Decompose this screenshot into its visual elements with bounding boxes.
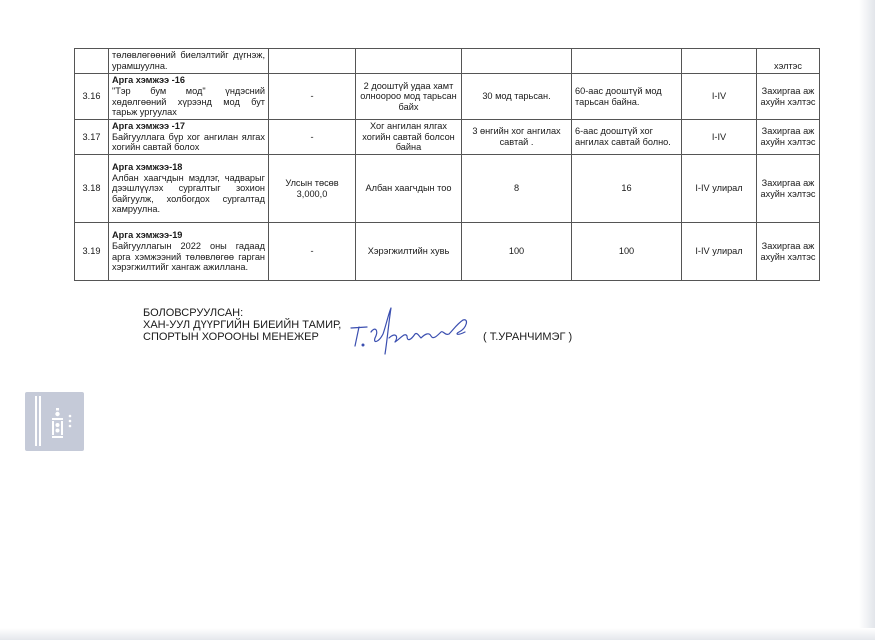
row-number-cell: 3.16: [75, 74, 109, 120]
activity-text: Байгууллага бүр хог ангилан ялгах хогийн савтай болох: [112, 131, 265, 153]
prepared-by-block: [143, 307, 341, 343]
indicator-cell: Хог ангилан ялгах хогийн савтай болсон байна: [356, 120, 462, 155]
page-edge-shadow-right: [859, 0, 875, 640]
activity-cell: [109, 155, 269, 223]
responsible-cell: хэлтэс: [757, 49, 820, 74]
activity-text: Байгууллагын 2022 оны гадаад арга хэмжээний төлөвлөгөө гарган хэрэгжилтийг хангаж ажиллана.: [112, 240, 265, 273]
period-cell: I-IV улирал: [682, 155, 757, 223]
target-cell: 100: [572, 223, 682, 281]
baseline-cell: [462, 49, 572, 74]
responsible-cell: Захиргаа аж ахуйн хэлтэс: [757, 223, 820, 281]
signatory-name: ( Т.УРАНЧИМЭГ ): [483, 331, 573, 343]
activity-cell: [109, 120, 269, 155]
responsible-cell: Захиргаа аж ахуйн хэлтэс: [757, 155, 820, 223]
period-cell: I-IV: [682, 120, 757, 155]
period-cell: I-IV улирал: [682, 223, 757, 281]
prepared-by-label: БОЛОВСРУУЛСАН:: [143, 307, 244, 319]
table-row: [75, 120, 820, 155]
period-cell: I-IV: [682, 74, 757, 120]
table-row: [75, 223, 820, 281]
row-number-cell: [75, 49, 109, 74]
activity-title: Арга хэмжээ -17: [112, 121, 185, 132]
page-edge-shadow-bottom: [0, 628, 875, 640]
target-cell: 60-аас дооштүй мод тарьсан байна.: [572, 74, 682, 120]
handwritten-signature: [345, 302, 475, 358]
responsible-cell: Захиргаа аж ахуйн хэлтэс: [757, 74, 820, 120]
row-number-cell: 3.17: [75, 120, 109, 155]
prepared-by-organization: ХАН-УУЛ ДҮҮРГИЙН БИЕИЙН ТАМИР,: [143, 319, 342, 331]
activity-text: төлөвлөгөөний биелэлтийг дүгнэж, урамшуулна.: [112, 50, 265, 71]
prepared-by-position: СПОРТЫН ХОРООНЫ МЕНЕЖЕР: [143, 331, 319, 343]
budget-cell: -: [269, 223, 356, 281]
baseline-cell: 3 өнгийн хог ангилах савтай .: [462, 120, 572, 155]
activity-text: Албан хаагчдын мэдлэг, чадварыг дээшлүүлэх сургалтыг зохион байгуулж, холбогдох сургалтад хамруулна.: [112, 172, 265, 215]
baseline-cell: 100: [462, 223, 572, 281]
period-cell: [682, 49, 757, 74]
action-plan-table: [74, 48, 820, 281]
activity-title: Арга хэмжээ -16: [112, 75, 185, 86]
target-cell: 6-аас дооштүй хог ангилах савтай болно.: [572, 120, 682, 155]
baseline-cell: 30 мод тарьсан.: [462, 74, 572, 120]
indicator-cell: Албан хаагчдын тоо: [356, 155, 462, 223]
activity-cell: [109, 49, 269, 74]
table-row: [75, 74, 820, 120]
budget-cell: Улсын төсөв 3,000,0: [269, 155, 356, 223]
indicator-cell: [356, 49, 462, 74]
baseline-cell: 8: [462, 155, 572, 223]
budget-cell: -: [269, 120, 356, 155]
table-row: [75, 49, 820, 74]
government-seal: [25, 392, 84, 451]
activity-cell: [109, 74, 269, 120]
activity-cell: [109, 223, 269, 281]
row-number-cell: 3.18: [75, 155, 109, 223]
soyombo-seal-icon: [25, 392, 84, 451]
responsible-cell: Захиргаа аж ахуйн хэлтэс: [757, 120, 820, 155]
target-cell: [572, 49, 682, 74]
indicator-cell: 2 дооштүй удаа хамт олноороо мод тарьсан байх: [356, 74, 462, 120]
table-row: [75, 155, 820, 223]
activity-title: Арга хэмжээ-18: [112, 162, 183, 173]
budget-cell: [269, 49, 356, 74]
activity-title: Арга хэмжээ-19: [112, 230, 183, 241]
target-cell: 16: [572, 155, 682, 223]
indicator-cell: Хэрэгжилтийн хувь: [356, 223, 462, 281]
activity-text: "Тэр бум мод" үндэсний хөдөлгөөний хүрээнд мод бут тарьж ургуулах: [112, 85, 265, 118]
row-number-cell: 3.19: [75, 223, 109, 281]
budget-cell: -: [269, 74, 356, 120]
